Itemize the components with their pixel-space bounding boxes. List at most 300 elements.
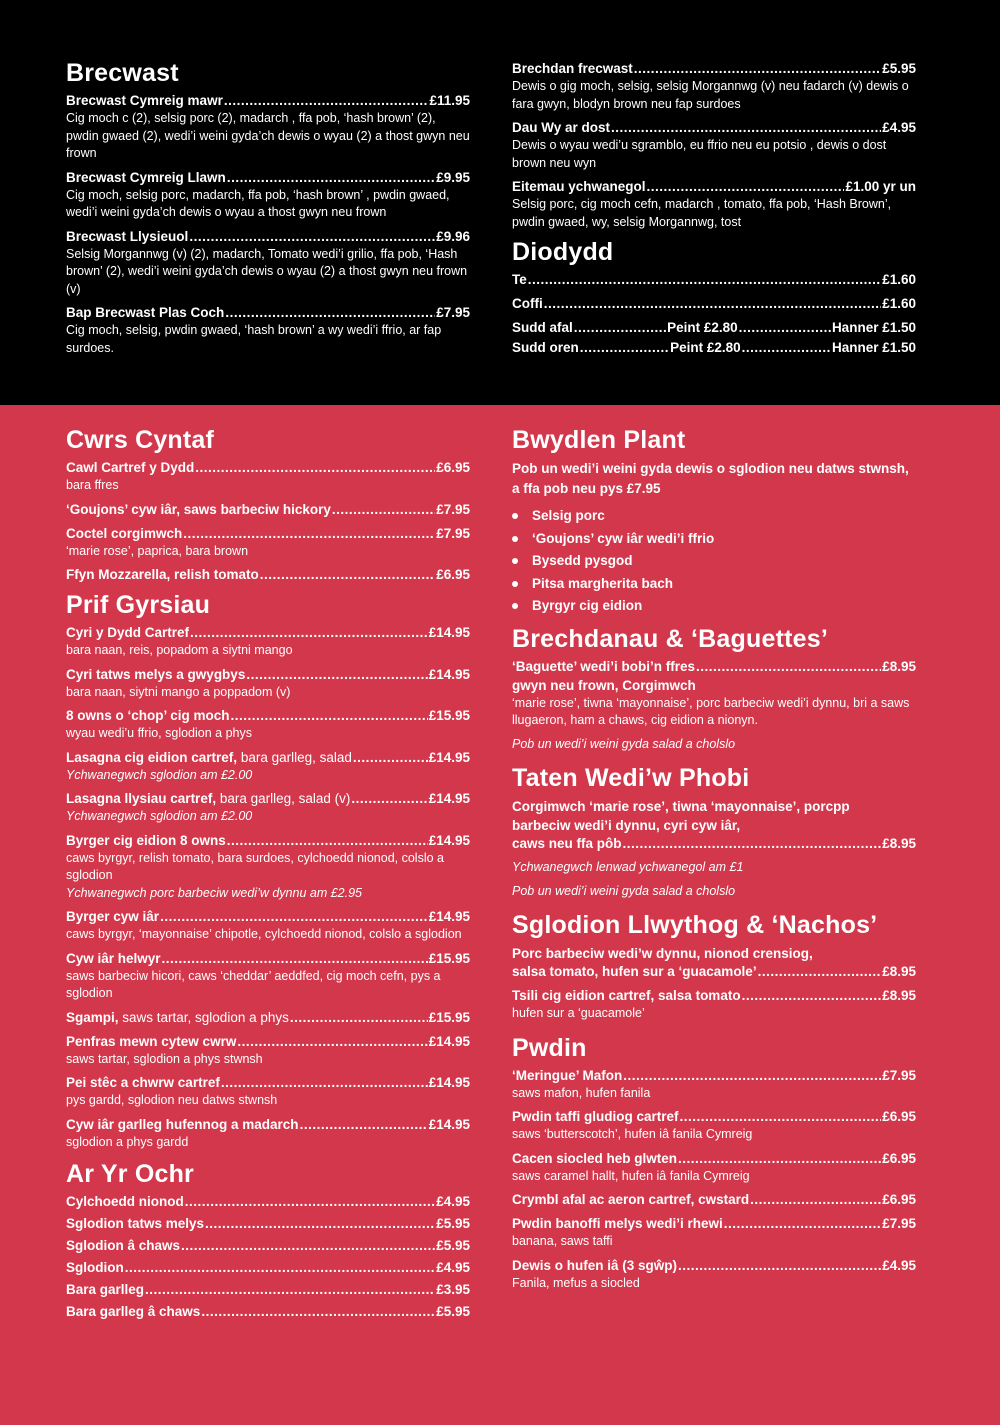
dot-leader	[528, 271, 881, 289]
menu-item	[66, 304, 470, 357]
drink-pint-price: Peint £2.80	[670, 340, 741, 355]
menu-item	[66, 908, 470, 944]
menu-item-price: £8.95	[882, 658, 916, 674]
menu-item-description: ‘marie rose’, paprica, bara brown	[66, 543, 249, 558]
ar-yr-ochr-title: Ar Yr Ochr	[66, 1160, 194, 1188]
menu-item-name	[66, 1074, 220, 1092]
menu-item-name	[66, 908, 159, 926]
menu-item-line	[66, 304, 470, 322]
menu-item-name	[512, 1108, 679, 1126]
drink-line	[512, 319, 916, 337]
dot-leader	[647, 178, 845, 196]
menu-item-title: Sglodion â chaws	[66, 1238, 181, 1253]
menu-item-line: barbeciw wedi’i dynnu, cyri cyw iâr,	[512, 818, 741, 833]
menu-item-name	[512, 1191, 749, 1209]
menu-item-name	[512, 119, 610, 137]
menu-item-price: £4.95	[436, 1194, 470, 1209]
menu-item-name	[66, 1303, 200, 1321]
dot-leader	[332, 501, 435, 519]
menu-item-price: £5.95	[436, 1304, 470, 1319]
menu-item-name: ‘Baguette’ wedi’i bobi’n ffres	[512, 658, 696, 674]
pwdin-title: Pwdin	[512, 1033, 587, 1062]
menu-item-description: saws barbeciw hicori, caws ‘cheddar’ aeddfed, cig moch cefn, pys a sglodion	[66, 968, 441, 1000]
menu-item-description: ‘marie rose’, tiwna ‘mayonnaise’, porc barbeciw wedi’i dynnu, bri a saws llugaeron, ham a chaws, cig eidion a nionyn.	[512, 695, 910, 727]
menu-item-inline-description: bara garlleg, salad (v)	[216, 791, 351, 806]
menu-item-name	[512, 1257, 677, 1275]
menu-item-price: £14.95	[428, 909, 470, 924]
menu-item-price: £4.95	[882, 1257, 916, 1273]
dot-leader	[678, 1150, 881, 1168]
menu-item-name	[66, 950, 161, 968]
menu-item-name	[66, 666, 245, 684]
list-item-label: Byrgyr cig eidion	[532, 598, 643, 613]
menu-item	[66, 707, 470, 743]
left-menu-column	[66, 425, 470, 1325]
menu-item-subtitle: gwyn neu frown, Corgimwch	[512, 677, 696, 693]
menu-item-line	[512, 1150, 916, 1168]
dot-leader	[758, 963, 882, 981]
menu-item-price: £1.60	[882, 272, 916, 287]
menu-item	[66, 169, 470, 222]
menu-item-price: £4.95	[882, 120, 916, 135]
menu-item-title: Dau Wy ar dost	[512, 120, 611, 135]
menu-item-name	[66, 1193, 184, 1211]
menu-item-description: Dewis o gig moch, selsig, selsig Morgannwg (v) neu fadarch (v) dewis o fara gwyn, blodyn brown neu fap surdoes	[512, 79, 909, 111]
menu-item-title: Crymbl afal ac aeron cartref, cwstard	[512, 1192, 750, 1207]
menu-item-name	[66, 501, 331, 519]
menu-item-description: saws tartar, sglodion a phys stwnsh	[66, 1051, 263, 1066]
drink-half-price: Hanner £1.50	[831, 340, 916, 355]
menu-item-price: £3.95	[436, 1282, 470, 1297]
dot-leader	[181, 1237, 435, 1255]
dot-leader	[195, 459, 435, 477]
menu-item	[512, 1215, 916, 1251]
menu-item-line	[66, 501, 470, 519]
dot-leader	[162, 950, 428, 968]
menu-item-title: Coctel corgimwch	[66, 525, 183, 541]
menu-item-description: caws byrgyr, relish tomato, bara surdoes, cylchoedd nionod, colslo a sglodion	[66, 850, 444, 882]
menu-item-price: £8.95	[882, 988, 916, 1003]
menu-item-line	[66, 169, 470, 187]
drink-item	[512, 339, 916, 357]
menu-item-line	[66, 1033, 470, 1051]
menu-item-line: Corgimwch ‘marie rose’, tiwna ‘mayonnaise’, porcpp	[512, 799, 850, 814]
menu-item-name	[66, 169, 226, 187]
menu-item	[512, 1150, 916, 1186]
menu-item-line: Porc barbeciw wedi’w dynnu, nionod crensiog,	[512, 946, 813, 961]
menu-item-price: £6.95	[436, 567, 470, 582]
menu-item-line	[66, 1116, 470, 1134]
menu-item-name	[512, 1215, 723, 1233]
brecwast-list	[66, 92, 470, 357]
menu-item-description: sglodion a phys gardd	[66, 1134, 189, 1149]
list-item-label: Pitsa margherita bach	[532, 575, 674, 591]
menu-item	[66, 790, 470, 826]
menu-item-name	[66, 1281, 144, 1299]
menu-item-title: Bara garlleg â chaws	[66, 1304, 201, 1319]
menu-item-description: Dewis o wyau wedi’u sgramblo, eu ffrio neu eu potsio , dewis o dost brown neu wyn	[512, 138, 887, 170]
menu-item-line	[512, 271, 916, 289]
menu-item-description: Selsig Morgannwg (v) (2), madarch, Tomato wedi’i grilio, ffa pob, ‘Hash brown’ (2), wedi’i weini gyda’ch dewis o wyau (2) a thost gwyn neu frown (v)	[66, 246, 468, 296]
menu-item-description: Cig moch c (2), selsig porc (2), madarch , ffa pob, ‘hash brown’ (2), pwdin gwaed (2), wedi’i weini gyda’ch dewis o wyau (2) a thost gwyn neu frown	[66, 111, 470, 160]
menu-item-inline-description: saws tartar, sglodion a phys	[118, 1009, 289, 1025]
dot-leader	[225, 304, 435, 322]
cwrs-cyntaf-title: Cwrs Cyntaf	[66, 426, 215, 454]
menu-item-title: Brecwast Cymreig Llawn	[66, 169, 226, 185]
menu-item-title: Coffi	[512, 296, 543, 311]
menu-item-title: Ffyn Mozzarella, relish tomato	[66, 567, 259, 582]
menu-item-title: Bap Brecwast Plas Coch	[66, 305, 225, 320]
dot-leader	[290, 1009, 428, 1027]
menu-item-price: £14.95	[428, 832, 470, 848]
bullet-icon	[512, 581, 518, 587]
menu-item-name	[66, 1237, 180, 1255]
menu-item-description: Cig moch, selsig porc, madarch, ffa pob, ‘hash brown’ , pwdin gwaed, wedi’i weini gyda’ch dewis o wyau a thost gwyn neu frown	[66, 187, 450, 219]
menu-item-line	[66, 624, 470, 642]
menu-item-line	[66, 1281, 470, 1299]
sglodion-llwythog-title: Sglodion Llwythog & ‘Nachos’	[512, 911, 878, 939]
menu-item-name	[66, 790, 350, 808]
dot-leader	[742, 987, 882, 1005]
menu-item	[512, 178, 916, 231]
dot-leader	[221, 1074, 428, 1092]
menu-item-line	[66, 707, 470, 725]
dot-leader	[742, 339, 831, 357]
prif-gyrsiau-list	[66, 624, 470, 1151]
menu-item-title: Brecwast Llysieuol	[66, 228, 189, 244]
menu-item-description: pys gardd, sglodion neu datws stwnsh	[66, 1093, 278, 1107]
menu-item-price: £14.95	[428, 1116, 470, 1132]
menu-item-title: Cacen siocled heb glwten	[512, 1150, 678, 1166]
menu-item-name: Tsili cig eidion cartref, salsa tomato	[512, 988, 741, 1003]
menu-item-name	[66, 1033, 236, 1051]
brecwast-list-right	[512, 60, 916, 231]
menu-item-title: Penfras mewn cytew cwrw	[66, 1033, 237, 1049]
menu-item-name	[512, 295, 543, 313]
menu-item-title: Cyw iâr helwyr	[66, 950, 161, 966]
menu-item-title: Pwdin banoffi melys wedi’i rhewi	[512, 1216, 723, 1231]
drink-item	[512, 319, 916, 337]
menu-item-title: Brecwast Cymreig mawr	[66, 93, 223, 108]
menu-item	[66, 501, 470, 519]
menu-item-description: bara ffres	[66, 478, 119, 492]
cwrs-cyntaf-list	[66, 459, 470, 584]
menu-note: Ychwanegwch sglodion am £2.00	[66, 767, 253, 782]
ar-yr-ochr-list	[66, 1193, 470, 1321]
menu-item-description: Selsig porc, cig moch cefn, madarch , tomato, ffa pob, ‘Hash Brown’, pwdin gwaed, wy, selsig Morgannwg, tost	[512, 197, 892, 229]
menu-item-price: £15.95	[428, 1009, 470, 1025]
menu-item	[66, 1259, 470, 1277]
menu-item-line	[512, 1191, 916, 1209]
menu-item	[66, 1033, 470, 1069]
menu-item-name	[66, 832, 226, 850]
pwdin-list	[512, 1067, 916, 1293]
menu-item-price: £15.95	[428, 708, 470, 723]
brecwast-column-right	[512, 60, 916, 359]
taten-title: Taten Wedi’w Phobi	[512, 764, 750, 792]
dot-leader	[125, 1259, 435, 1277]
menu-item-name	[66, 1009, 289, 1027]
dot-leader	[353, 749, 428, 767]
sglodion-llwythog-item	[512, 944, 916, 981]
bwydlen-plant-title: Bwydlen Plant	[512, 426, 686, 454]
brechdanau-item	[512, 658, 916, 754]
menu-item-price: £8.95	[882, 836, 916, 851]
menu-item-title: Lasagna llysiau cartref,	[66, 791, 217, 806]
dot-leader	[189, 228, 435, 246]
menu-item-line	[66, 749, 470, 767]
dot-leader	[145, 1281, 435, 1299]
menu-item-line	[66, 525, 470, 543]
menu-item-name	[512, 1150, 677, 1168]
menu-item-name	[512, 1067, 622, 1085]
menu-item-name	[66, 304, 224, 322]
dot-leader	[190, 624, 428, 642]
menu-item-description: bara naan, reis, popadom a siytni mango	[66, 643, 293, 657]
menu-item-price: £6.95	[882, 1150, 916, 1166]
menu-note: Pob un wedi’i weini gyda salad a cholslo	[512, 736, 736, 751]
menu-item-name	[512, 271, 527, 289]
menu-item-name	[66, 1259, 124, 1277]
menu-item	[66, 459, 470, 495]
menu-item-title: Cawl Cartref y Dydd	[66, 460, 195, 475]
menu-item-name	[66, 92, 223, 110]
menu-item-title: Te	[512, 272, 527, 287]
menu-item-line	[512, 1108, 916, 1126]
dot-leader	[160, 908, 428, 926]
menu-item-price: £8.95	[882, 964, 916, 979]
menu-item-line	[512, 295, 916, 313]
prif-gyrsiau-title: Prif Gyrsiau	[66, 591, 211, 619]
menu-item-line	[66, 1193, 470, 1211]
menu-item-description: Fanila, mefus a siocled	[512, 1275, 640, 1290]
menu-item-price: £11.95	[429, 93, 470, 108]
menu-item-price: £9.96	[436, 228, 470, 244]
menu-item-line	[66, 832, 470, 850]
menu-item	[66, 1193, 470, 1211]
list-item-label: Selsig porc	[532, 508, 605, 523]
menu-item-title: Eitemau ychwanegol	[512, 179, 646, 194]
menu-item-description: saws ‘butterscotch’, hufen iâ fanila Cymreig	[512, 1127, 753, 1141]
drink-half-price: Hanner £1.50	[831, 320, 916, 335]
menu-item	[66, 1237, 470, 1255]
menu-item-title: Pwdin taffi gludiog cartref	[512, 1109, 679, 1124]
menu-item-line	[512, 119, 916, 137]
menu-item-price: £15.95	[428, 950, 470, 966]
menu-item-line	[66, 1215, 470, 1233]
list-item	[512, 595, 916, 618]
list-item	[512, 573, 916, 596]
dot-leader	[227, 832, 428, 850]
menu-item-price: £5.95	[436, 1238, 470, 1253]
menu-item-name	[66, 459, 194, 477]
menu-item-price: £7.95	[436, 305, 470, 320]
menu-item	[66, 749, 470, 785]
menu-item-price: £14.95	[428, 1033, 470, 1049]
brecwast-title: Brecwast	[66, 59, 179, 87]
menu-item-price: £1.60	[882, 296, 916, 311]
menu-item-price: £9.95	[436, 169, 470, 185]
menu-item-title: Sglodion tatws melys	[66, 1216, 205, 1231]
menu-item-title: ‘Meringue’ Mafon	[512, 1067, 623, 1083]
menu-item-price: £7.95	[882, 1067, 916, 1083]
menu-item	[512, 60, 916, 113]
dot-leader	[750, 1191, 881, 1209]
menu-item-title: Bara garlleg	[66, 1282, 145, 1297]
menu-item-line	[66, 1237, 470, 1255]
menu-item-price: £5.95	[882, 61, 916, 76]
menu-item-name	[66, 1116, 299, 1134]
menu-item-name	[512, 178, 646, 196]
menu-item-line	[512, 178, 916, 196]
menu-item-description: saws caramel hallt, hufen iâ fanila Cymreig	[512, 1168, 750, 1183]
menu-item	[66, 666, 470, 702]
list-item-label: Bysedd pysgod	[532, 553, 633, 568]
menu-item-line	[66, 459, 470, 477]
menu-item-title: Cyw iâr garlleg hufennog a madarch	[66, 1116, 299, 1132]
menu-item-description: caws byrgyr, ‘mayonnaise’ chipotle, cylchoedd nionod, colslo a sglodion	[66, 927, 462, 941]
menu-item-description: saws mafon, hufen fanila	[512, 1085, 651, 1100]
drink-name: Sudd oren	[512, 340, 579, 355]
menu-item-price: £5.95	[436, 1216, 470, 1231]
bullet-icon	[512, 603, 518, 609]
menu-item	[66, 1215, 470, 1233]
dot-leader	[623, 835, 882, 853]
menu-item-title: Lasagna cig eidion cartref,	[66, 749, 238, 765]
menu-item-price: £7.95	[436, 501, 470, 517]
dot-leader	[680, 1108, 882, 1126]
menu-item-price: £6.95	[882, 1109, 916, 1124]
drink-pint-price: Peint £2.80	[667, 320, 738, 335]
menu-item-title: Sgampi,	[66, 1009, 119, 1025]
dot-leader	[634, 60, 881, 78]
menu-item-description: banana, saws taffi	[512, 1234, 613, 1248]
list-item	[512, 528, 916, 551]
menu-item	[66, 1116, 470, 1152]
menu-item-price: £1.00 yr un	[845, 179, 916, 194]
menu-item-title: Sglodion	[66, 1260, 124, 1275]
menu-item-line	[512, 1215, 916, 1233]
dot-leader	[623, 1067, 881, 1085]
menu-item-line	[66, 908, 470, 926]
bullet-icon	[512, 536, 518, 542]
menu-item	[66, 525, 470, 561]
dot-leader	[300, 1116, 428, 1134]
menu-item-line	[66, 92, 470, 110]
dot-leader	[201, 1303, 435, 1321]
menu-item-inline-description: bara garlleg, salad	[237, 749, 352, 765]
bwydlen-plant-intro: Pob un wedi’i weini gyda dewis o sglodion neu datws stwnsh, a ffa pob neu pys £7.95	[512, 461, 909, 496]
menu-item-line	[66, 950, 470, 968]
menu-item-title: Cyri tatws melys a gwygbys	[66, 666, 246, 682]
dot-leader	[739, 319, 831, 337]
menu-note: Pob un wedi’i weini gyda salad a cholslo	[512, 883, 736, 898]
menu-note: Ychwanegwch porc barbeciw wedi’w dynnu am £2.95	[66, 885, 362, 900]
menu-item-price: £14.95	[428, 791, 470, 806]
dot-leader	[696, 658, 881, 676]
dot-leader	[351, 790, 427, 808]
diodydd-title: Diodydd	[512, 238, 614, 266]
menu-item-line	[512, 1257, 916, 1275]
menu-item-title: Brechdan frecwast	[512, 61, 633, 76]
menu-item-line	[66, 1303, 470, 1321]
dot-leader	[678, 1257, 881, 1275]
menu-note: Ychwanegwch lenwad ychwanegol am £1	[512, 860, 744, 874]
menu-item-title: Byrger cyw iâr	[66, 909, 160, 924]
menu-item	[66, 950, 470, 1003]
dot-leader	[227, 169, 435, 187]
dot-leader	[260, 566, 435, 584]
dot-leader	[205, 1215, 435, 1233]
menu-item	[66, 228, 470, 299]
menu-item-price: £6.95	[882, 1192, 916, 1207]
menu-item-price: £6.95	[436, 460, 470, 475]
bullet-icon	[512, 558, 518, 564]
menu-item-description: wyau wedi’u ffrio, sglodion a phys	[66, 726, 252, 740]
list-item-label: ‘Goujons’ cyw iâr wedi’i ffrio	[532, 530, 715, 546]
menu-item	[66, 92, 470, 163]
dot-leader	[580, 339, 669, 357]
menu-item	[512, 271, 916, 289]
dot-leader	[544, 295, 881, 313]
menu-item-title: Byrger cig eidion 8 owns	[66, 832, 226, 848]
dot-leader	[246, 666, 427, 684]
menu-item-name	[66, 624, 189, 642]
menu-item-line	[512, 1067, 916, 1085]
menu-item-title: Dewis o hufen iâ (3 sgŵp)	[512, 1257, 678, 1273]
menu-item-name	[66, 1215, 204, 1233]
menu-item-name	[512, 60, 633, 78]
dot-leader	[574, 319, 666, 337]
menu-item-price: £7.95	[436, 525, 470, 541]
brecwast-column	[66, 58, 470, 363]
menu-item-line	[66, 228, 470, 246]
menu-item	[512, 295, 916, 313]
menu-item-description: hufen sur a ‘guacamole’	[512, 1006, 645, 1020]
dot-leader	[724, 1215, 881, 1233]
menu-item-name	[66, 525, 182, 543]
menu-item	[512, 1108, 916, 1144]
dot-leader	[611, 119, 881, 137]
dot-leader	[237, 1033, 427, 1051]
menu-item	[66, 832, 470, 903]
menu-item	[66, 1009, 470, 1027]
dot-leader	[183, 525, 435, 543]
menu-item-name: caws neu ffa pôb	[512, 836, 622, 851]
menu-item	[512, 1257, 916, 1293]
menu-item	[66, 566, 470, 584]
menu-item-price: £7.95	[882, 1216, 916, 1231]
menu-item-line	[66, 1074, 470, 1092]
menu-item	[512, 119, 916, 172]
menu-item-line	[512, 60, 916, 78]
brechdanau-title: Brechdanau & ‘Baguettes’	[512, 624, 828, 653]
menu-item-price: £14.95	[428, 749, 470, 765]
menu-item-price: £4.95	[436, 1260, 470, 1275]
menu-item-description: bara naan, siytni mango a poppadom (v)	[66, 684, 291, 699]
menu-note: Ychwanegwch sglodion am £2.00	[66, 809, 253, 823]
menu-item-title: 8 owns o ‘chop’ cig moch	[66, 708, 230, 723]
menu-item-name	[66, 749, 352, 767]
menu-item	[66, 1303, 470, 1321]
menu-item-line	[66, 790, 470, 808]
menu-item-price: £14.95	[428, 666, 470, 682]
menu-item-name: salsa tomato, hufen sur a ‘guacamole’	[512, 964, 757, 979]
menu-item-line	[66, 1009, 470, 1027]
menu-item-title: ‘Goujons’ cyw iâr, saws barbeciw hickory	[66, 501, 331, 517]
menu-item	[66, 1074, 470, 1110]
list-item	[512, 550, 916, 573]
